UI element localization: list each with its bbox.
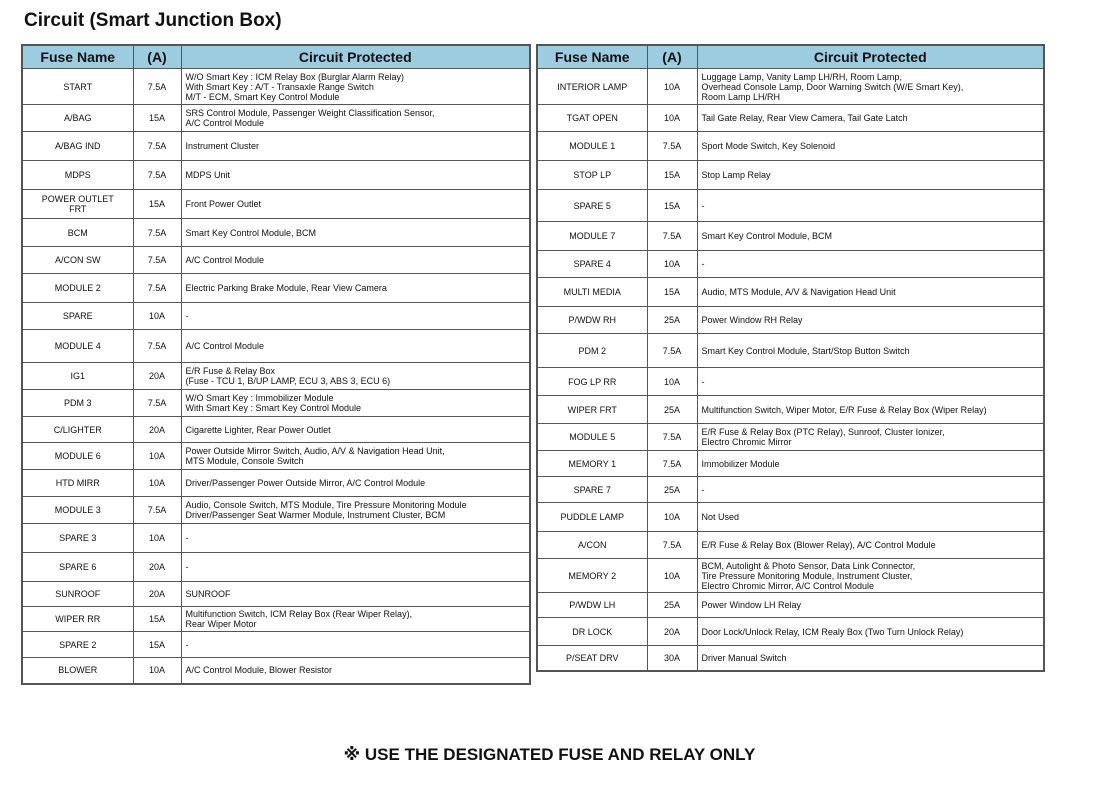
amperage-cell: 10A [647,251,697,278]
amperage-cell: 15A [647,161,697,190]
amperage-cell: 7.5A [133,69,181,105]
amperage-cell: 7.5A [133,132,181,161]
circuit-protected-cell: Smart Key Control Module, BCM [181,219,530,247]
fuse-name-cell: FOG LP RR [537,368,647,396]
amperage-cell: 10A [647,69,697,105]
amperage-cell: 15A [133,607,181,632]
amperage-cell: 7.5A [133,219,181,247]
fuse-name-cell: MEMORY 1 [537,451,647,477]
fuse-name-cell: PDM 2 [537,334,647,368]
circuit-protected-cell: SRS Control Module, Passenger Weight Classification Sensor, A/C Control Module [181,105,530,132]
circuit-protected-cell: Power Outside Mirror Switch, Audio, A/V & Navigation Head Unit, MTS Module, Console Switch [181,443,530,470]
table-row [537,190,1044,222]
circuit-protected-cell: Smart Key Control Module, BCM [697,222,1044,251]
circuit-protected-cell: E/R Fuse & Relay Box (Blower Relay), A/C Control Module [697,532,1044,559]
table-row [537,396,1044,424]
table-row [537,278,1044,307]
table-row [537,559,1044,593]
amperage-cell: 10A [133,303,181,330]
table-row [22,330,530,363]
table-row [22,658,530,684]
fuse-name-cell: SPARE 3 [22,524,133,553]
footer-note: ※ USE THE DESIGNATED FUSE AND RELAY ONLY [343,745,756,764]
circuit-protected-cell: - [697,477,1044,503]
circuit-protected-cell: Cigarette Lighter, Rear Power Outlet [181,417,530,443]
header-fuse-name: Fuse Name [537,45,647,69]
fuse-name-cell: MODULE 1 [537,132,647,161]
circuit-protected-cell: Instrument Cluster [181,132,530,161]
fuse-name-cell: SPARE 4 [537,251,647,278]
fuse-name-cell: C/LIGHTER [22,417,133,443]
right-table-body [537,69,1044,671]
table-row [537,477,1044,503]
table-row [537,105,1044,132]
circuit-protected-cell: Smart Key Control Module, Start/Stop Button Switch [697,334,1044,368]
amperage-cell: 7.5A [133,274,181,303]
amperage-cell: 10A [647,368,697,396]
table-row [22,247,530,274]
table-row [22,607,530,632]
table-row [537,307,1044,334]
table-row [22,363,530,390]
circuit-protected-cell: Stop Lamp Relay [697,161,1044,190]
fuse-name-cell: P/WDW LH [537,593,647,618]
amperage-cell: 20A [133,553,181,582]
amperage-cell: 10A [133,524,181,553]
fuse-name-cell: INTERIOR LAMP [537,69,647,105]
fuse-name-cell: A/BAG IND [22,132,133,161]
table-row [537,451,1044,477]
table-row [22,190,530,219]
circuit-protected-cell: A/C Control Module [181,247,530,274]
header-amperage: (A) [647,45,697,69]
circuit-protected-cell: MDPS Unit [181,161,530,190]
fuse-name-cell: DR LOCK [537,618,647,646]
amperage-cell: 25A [647,593,697,618]
fuse-name-cell: HTD MIRR [22,470,133,497]
fuse-name-cell: SPARE 5 [537,190,647,222]
amperage-cell: 10A [647,559,697,593]
page-title: Circuit (Smart Junction Box) [24,10,282,31]
amperage-cell: 15A [647,190,697,222]
fuse-name-cell: POWER OUTLET FRT [22,190,133,219]
fuse-name-cell: WIPER FRT [537,396,647,424]
fuse-name-cell: P/SEAT DRV [537,646,647,671]
circuit-protected-cell: Power Window RH Relay [697,307,1044,334]
fuse-name-cell: BCM [22,219,133,247]
amperage-cell: 25A [647,477,697,503]
amperage-cell: 10A [647,503,697,532]
table-row [537,222,1044,251]
circuit-protected-cell: Multifunction Switch, Wiper Motor, E/R Fuse & Relay Box (Wiper Relay) [697,396,1044,424]
circuit-protected-cell: Tail Gate Relay, Rear View Camera, Tail Gate Latch [697,105,1044,132]
fuse-name-cell: MDPS [22,161,133,190]
table-row [22,161,530,190]
fuse-name-cell: IG1 [22,363,133,390]
fuse-name-cell: SPARE 6 [22,553,133,582]
amperage-cell: 7.5A [133,330,181,363]
circuit-protected-cell: Door Lock/Unlock Relay, ICM Realy Box (Two Turn Unlock Relay) [697,618,1044,646]
amperage-cell: 10A [133,470,181,497]
circuit-protected-cell: Immobilizer Module [697,451,1044,477]
amperage-cell: 7.5A [133,247,181,274]
fuse-name-cell: MODULE 2 [22,274,133,303]
table-row [537,503,1044,532]
table-row [537,132,1044,161]
amperage-cell: 7.5A [647,532,697,559]
fuse-name-cell: WIPER RR [22,607,133,632]
fuse-name-cell: SPARE 2 [22,632,133,658]
circuit-protected-cell: - [697,190,1044,222]
circuit-protected-cell: Front Power Outlet [181,190,530,219]
circuit-protected-cell: E/R Fuse & Relay Box (Fuse - TCU 1, B/UP LAMP, ECU 3, ABS 3, ECU 6) [181,363,530,390]
circuit-protected-cell: Driver/Passenger Power Outside Mirror, A/C Control Module [181,470,530,497]
table-row [537,69,1044,105]
amperage-cell: 20A [647,618,697,646]
amperage-cell: 7.5A [647,132,697,161]
table-row [537,368,1044,396]
circuit-protected-cell: Multifunction Switch, ICM Relay Box (Rear Wiper Relay), Rear Wiper Motor [181,607,530,632]
table-row [537,532,1044,559]
circuit-protected-cell: A/C Control Module [181,330,530,363]
header-fuse-name: Fuse Name [22,45,133,69]
left-table-body [22,69,530,684]
table-row [537,424,1044,451]
fuse-name-cell: MULTI MEDIA [537,278,647,307]
table-row [22,69,530,105]
table-row [22,524,530,553]
table-header-row [537,45,1044,69]
fuse-name-cell: PDM 3 [22,390,133,417]
table-row [22,219,530,247]
fuse-name-cell: SPARE [22,303,133,330]
fuse-name-cell: SUNROOF [22,582,133,607]
table-row [537,618,1044,646]
circuit-protected-cell: BCM, Autolight & Photo Sensor, Data Link Connector, Tire Pressure Monitoring Module, Instrument Cluster, Electro Chromic Mirror, A/C Control Module [697,559,1044,593]
table-row [22,470,530,497]
circuit-protected-cell: W/O Smart Key : Immobilizer Module With Smart Key : Smart Key Control Module [181,390,530,417]
fuse-name-cell: MEMORY 2 [537,559,647,593]
circuit-protected-cell: Luggage Lamp, Vanity Lamp LH/RH, Room Lamp, Overhead Console Lamp, Door Warning Switch (W/E Smart Key), Room Lamp LH/RH [697,69,1044,105]
amperage-cell: 7.5A [647,222,697,251]
amperage-cell: 10A [133,658,181,684]
fuse-table-left [21,44,531,685]
header-circuit-protected: Circuit Protected [181,45,530,69]
fuse-name-cell: MODULE 4 [22,330,133,363]
amperage-cell: 10A [133,443,181,470]
fuse-name-cell: TGAT OPEN [537,105,647,132]
fuse-name-cell: P/WDW RH [537,307,647,334]
fuse-name-cell: A/CON SW [22,247,133,274]
amperage-cell: 15A [133,190,181,219]
fuse-table-right [536,44,1045,672]
circuit-protected-cell: - [181,303,530,330]
amperage-cell: 15A [647,278,697,307]
circuit-protected-cell: Driver Manual Switch [697,646,1044,671]
table-row [22,553,530,582]
table-row [22,274,530,303]
amperage-cell: 25A [647,307,697,334]
fuse-name-cell: BLOWER [22,658,133,684]
circuit-protected-cell: - [181,632,530,658]
header-circuit-protected: Circuit Protected [697,45,1044,69]
circuit-protected-cell: - [697,368,1044,396]
table-row [22,132,530,161]
amperage-cell: 7.5A [133,497,181,524]
amperage-cell: 7.5A [647,424,697,451]
circuit-protected-cell: Audio, Console Switch, MTS Module, Tire Pressure Monitoring Module Driver/Passenger Seat Warmer Module, Instrument Cluster, BCM [181,497,530,524]
amperage-cell: 10A [647,105,697,132]
table-row [22,390,530,417]
table-row [22,497,530,524]
table-row [22,105,530,132]
fuse-name-cell: SPARE 7 [537,477,647,503]
amperage-cell: 7.5A [133,161,181,190]
table-row [22,582,530,607]
amperage-cell: 7.5A [647,334,697,368]
header-amperage: (A) [133,45,181,69]
fuse-name-cell: A/CON [537,532,647,559]
circuit-protected-cell: A/C Control Module, Blower Resistor [181,658,530,684]
circuit-protected-cell: Electric Parking Brake Module, Rear View Camera [181,274,530,303]
circuit-protected-cell: - [697,251,1044,278]
table-row [537,334,1044,368]
amperage-cell: 7.5A [647,451,697,477]
amperage-cell: 7.5A [133,390,181,417]
fuse-name-cell: MODULE 7 [537,222,647,251]
amperage-cell: 25A [647,396,697,424]
fuse-name-cell: MODULE 6 [22,443,133,470]
fuse-name-cell: PUDDLE LAMP [537,503,647,532]
circuit-protected-cell: Sport Mode Switch, Key Solenoid [697,132,1044,161]
amperage-cell: 15A [133,105,181,132]
circuit-protected-cell: W/O Smart Key : ICM Relay Box (Burglar Alarm Relay) With Smart Key : A/T - Transaxle Range Switch M/T - ECM, Smart Key Control Module [181,69,530,105]
circuit-protected-cell: Audio, MTS Module, A/V & Navigation Head Unit [697,278,1044,307]
circuit-protected-cell: - [181,553,530,582]
amperage-cell: 20A [133,363,181,390]
table-row [22,632,530,658]
table-row [537,161,1044,190]
fuse-name-cell: MODULE 3 [22,497,133,524]
amperage-cell: 15A [133,632,181,658]
circuit-protected-cell: Not Used [697,503,1044,532]
circuit-protected-cell: SUNROOF [181,582,530,607]
amperage-cell: 30A [647,646,697,671]
circuit-protected-cell: Power Window LH Relay [697,593,1044,618]
table-row [537,251,1044,278]
circuit-protected-cell: - [181,524,530,553]
table-row [22,303,530,330]
circuit-protected-cell: E/R Fuse & Relay Box (PTC Relay), Sunroof, Cluster Ionizer, Electro Chromic Mirror [697,424,1044,451]
fuse-name-cell: MODULE 5 [537,424,647,451]
table-row [22,417,530,443]
fuse-name-cell: STOP LP [537,161,647,190]
amperage-cell: 20A [133,417,181,443]
fuse-name-cell: A/BAG [22,105,133,132]
table-row [537,646,1044,671]
table-row [22,443,530,470]
table-header-row [22,45,530,69]
table-row [537,593,1044,618]
amperage-cell: 20A [133,582,181,607]
fuse-name-cell: START [22,69,133,105]
